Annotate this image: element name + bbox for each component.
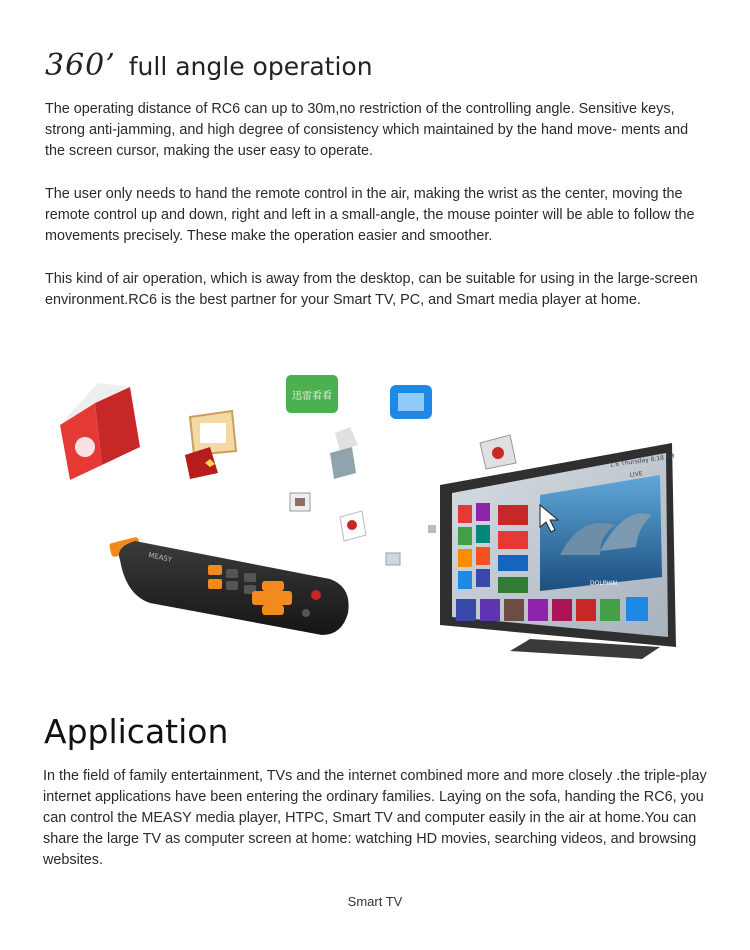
product-illustration bbox=[40, 355, 710, 685]
smart-tv bbox=[440, 443, 676, 659]
smart-tv-caption: Smart TV bbox=[347, 894, 403, 909]
paragraph-air-control: The user only needs to hand the remote control in the air, making the wrist as the center, moving the remote control up and down, right and left in a small-angle, the mouse pointer will be able to follow the movements precisely. These make the operation easier and smoother. bbox=[45, 186, 695, 244]
weibo-cube-icon bbox=[60, 383, 140, 480]
tv-header-time: 1.6 Thursday 8:18 PM bbox=[609, 452, 676, 469]
paragraph-operating-distance: The operating distance of RC6 can up to 30m,no restriction of the controlling angle. Sensitive keys, strong anti-jamming, and high degree of consistency which maintained by the hand move- ments and the screen cursor, making the user easy to operate. bbox=[45, 101, 689, 159]
degree-label: 360’ bbox=[45, 48, 116, 83]
small-cube-icon-4 bbox=[386, 525, 436, 565]
tv-video-caption: DOLPHIN bbox=[590, 580, 618, 587]
small-cube-icon-1 bbox=[330, 427, 358, 479]
tv-bottom-apps bbox=[456, 597, 648, 621]
paragraph-large-screen: This kind of air operation, which is away from the desktop, can be suitable for using in the large-screen environment.RC6 is the best partner for your Smart TV, PC, and Smart media player at home. bbox=[45, 271, 698, 308]
remote-brand: MEASY bbox=[147, 551, 173, 564]
small-cube-icon-3 bbox=[340, 511, 366, 541]
paragraph-application: In the field of family entertainment, TVs and the internet combined more and more closely .the triple-play internet applications have been entering the ordinary families. Laying on the sofa, handing the RC6, you can control the MEASY media player, HTPC, Smart TV and computer easily in the air at home.You can share the large TV as computer screen at home: watching HD movies, searching videos, and browsing websites. bbox=[43, 768, 707, 868]
xunlei-app-icon bbox=[286, 375, 338, 413]
tv-live-label: LIVE bbox=[629, 470, 644, 479]
heading-text: full angle operation bbox=[128, 52, 373, 81]
section-heading-full-angle bbox=[45, 48, 373, 83]
browser-cube-icon bbox=[190, 411, 236, 455]
photo-app-icon bbox=[390, 385, 432, 419]
rc6-remote-control bbox=[109, 537, 349, 635]
section-heading-application: Application bbox=[44, 712, 229, 751]
small-cube-icon-2 bbox=[290, 493, 310, 511]
xunlei-label: 迅雷看看 bbox=[292, 391, 332, 402]
tv-corner-cube-icon bbox=[480, 435, 516, 469]
